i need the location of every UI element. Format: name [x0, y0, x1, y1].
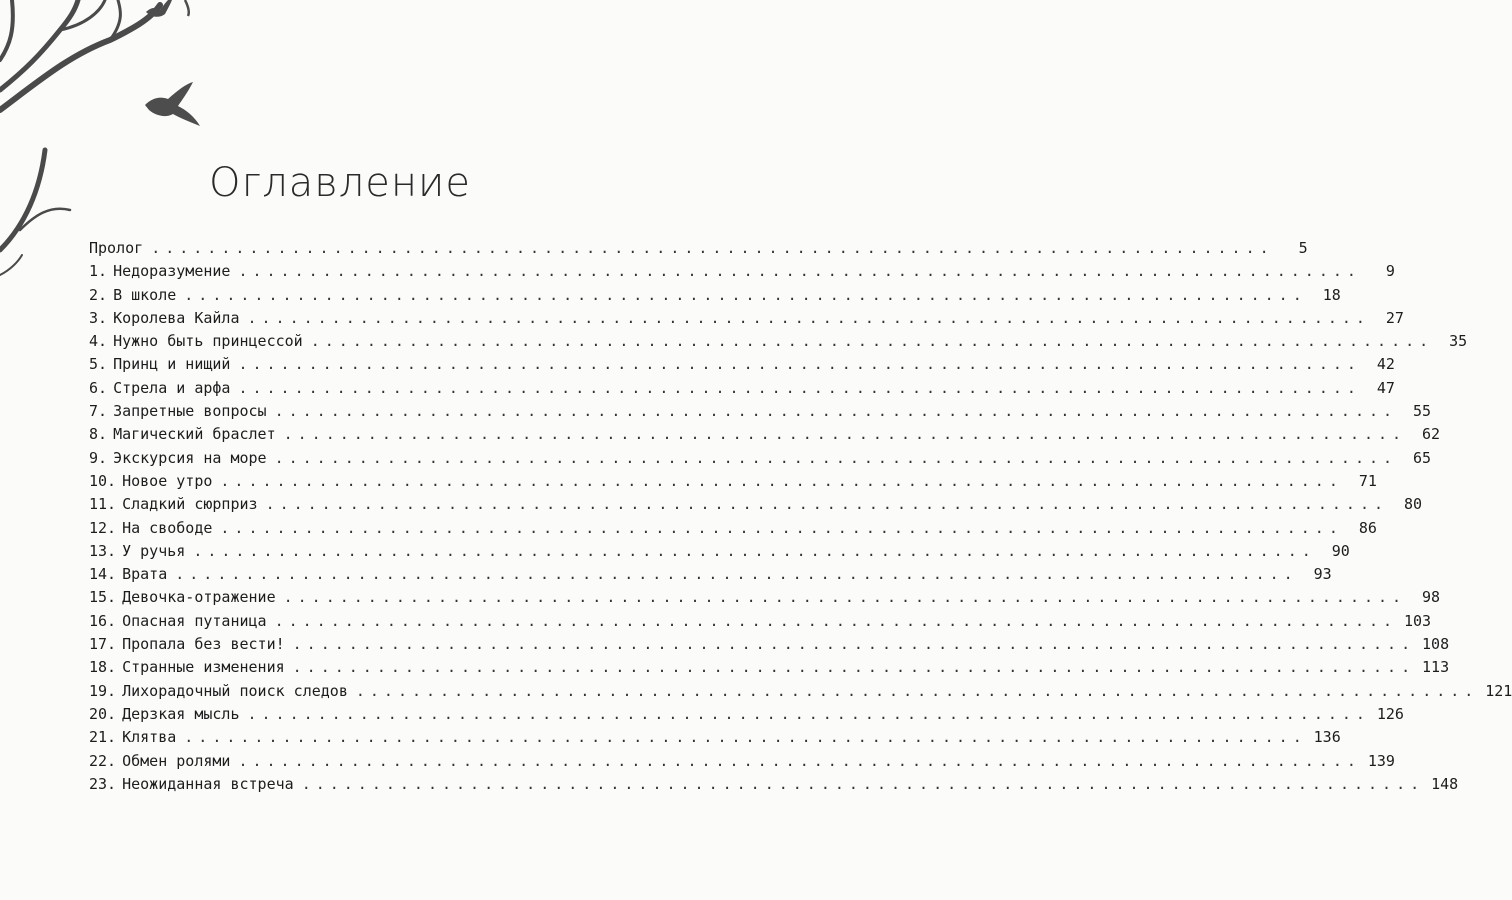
- chapter-title: Принц и нищий: [113, 355, 231, 374]
- dot-leader: ................................................................................: [151, 239, 1274, 257]
- page-number: 71: [1358, 471, 1377, 490]
- chapter-title: Опасная путаница: [122, 611, 267, 630]
- page-number: 103: [1403, 611, 1432, 630]
- chapter-title: Новое утро: [122, 471, 213, 490]
- chapter-number: 3.: [89, 308, 108, 327]
- chapter-title: Магический браслет: [113, 425, 276, 444]
- chapter-title: Сладкий сюрприз: [122, 495, 258, 514]
- chapter-number: 17.: [89, 635, 117, 654]
- chapter-title: Пролог: [89, 239, 144, 257]
- page-number: 108: [1422, 635, 1450, 654]
- chapter-title: Неожиданная встреча: [122, 774, 294, 793]
- chapter-number: 19.: [89, 681, 117, 700]
- chapter-title: Стрела и арфа: [113, 378, 231, 397]
- toc-entry: [89, 726, 1341, 749]
- dot-leader: ................................................................................: [238, 378, 1361, 397]
- chapter-title: Экскурсия на море: [113, 448, 267, 467]
- chapter-number: 2.: [89, 285, 108, 304]
- chapter-title: Обмен ролями: [122, 751, 231, 770]
- dot-leader: ................................................................................: [274, 402, 1398, 421]
- chapter-number: 1.: [89, 262, 108, 281]
- chapter-title: Дерзкая мысль: [122, 704, 240, 723]
- chapter-number: 16.: [89, 611, 117, 630]
- page-number: 148: [1431, 774, 1459, 793]
- dot-leader: ................................................................................: [283, 425, 1407, 444]
- toc-entry: [89, 633, 1450, 656]
- page-number: 126: [1376, 704, 1404, 723]
- chapter-title: Пропала без вести!: [122, 635, 285, 654]
- dot-leader: ................................................................................: [238, 355, 1361, 374]
- toc-entry: [89, 493, 1423, 516]
- page-number: 98: [1422, 588, 1441, 607]
- chapter-title: Странные изменения: [122, 658, 285, 677]
- chapter-number: 14.: [89, 565, 117, 584]
- toc-entry: [89, 680, 1512, 703]
- dot-leader: ................................................................................: [220, 518, 1343, 537]
- dot-leader: ................................................................................: [274, 611, 1398, 630]
- toc-entry: [89, 400, 1432, 423]
- page-number: 93: [1313, 565, 1332, 584]
- page-title: Оглавление: [209, 160, 471, 206]
- toc-entry: [89, 307, 1404, 330]
- dot-leader: ................................................................................: [274, 448, 1398, 467]
- chapter-title: Лихорадочный поиск следов: [122, 681, 348, 700]
- chapter-title: На свободе: [122, 518, 213, 537]
- chapter-number: 8.: [89, 425, 108, 444]
- chapter-title: Врата: [122, 565, 168, 584]
- dot-leader: ................................................................................: [184, 285, 1307, 304]
- toc-entry: [89, 563, 1332, 586]
- toc-entry: [89, 703, 1404, 726]
- dot-leader: ................................................................................: [238, 262, 1361, 281]
- chapter-title: Девочка-отражение: [122, 588, 276, 607]
- chapter-number: 23.: [89, 774, 117, 793]
- chapter-number: 22.: [89, 751, 117, 770]
- page-number: 113: [1422, 658, 1450, 677]
- dot-leader: ................................................................................: [247, 308, 1370, 327]
- chapter-number: 12.: [89, 518, 117, 537]
- page-number: 18: [1322, 285, 1341, 304]
- page-number: 80: [1403, 495, 1423, 514]
- table-of-contents: [89, 237, 1512, 796]
- bird-icon: [145, 82, 200, 126]
- page-number: 65: [1413, 448, 1432, 467]
- chapter-number: 10.: [89, 471, 117, 490]
- chapter-number: 7.: [89, 402, 108, 421]
- dot-leader: ................................................................................: [355, 681, 1479, 700]
- toc-entry: [89, 610, 1432, 633]
- page-number: 136: [1313, 728, 1341, 747]
- dot-leader: ................................................................................: [301, 774, 1425, 793]
- chapter-title: Королева Кайла: [113, 308, 240, 327]
- dot-leader: ................................................................................: [193, 541, 1316, 560]
- chapter-number: 20.: [89, 704, 117, 723]
- dot-leader: ................................................................................: [283, 588, 1407, 607]
- chapter-number: 13.: [89, 541, 117, 560]
- chapter-number: 9.: [89, 448, 108, 467]
- chapter-title: У ручья: [122, 541, 186, 560]
- dot-leader: ................................................................................: [238, 751, 1361, 770]
- dot-leader: ................................................................................: [265, 495, 1389, 514]
- toc-entry: [89, 377, 1395, 400]
- chapter-title: Клятва: [122, 728, 177, 747]
- toc-entry: [89, 284, 1341, 307]
- page-number: 27: [1385, 308, 1404, 327]
- toc-entry: [89, 330, 1468, 353]
- toc-entry: [89, 353, 1395, 376]
- chapter-number: 6.: [89, 378, 108, 397]
- page-number: 86: [1358, 518, 1377, 537]
- toc-entry: [89, 586, 1441, 609]
- toc-entry: [89, 540, 1350, 563]
- chapter-number: 5.: [89, 355, 108, 374]
- page-number: 55: [1413, 402, 1432, 421]
- chapter-number: 15.: [89, 588, 117, 607]
- dot-leader: ................................................................................: [175, 565, 1298, 584]
- chapter-title: В школе: [113, 285, 177, 304]
- chapter-title: Запретные вопросы: [113, 402, 267, 421]
- dot-leader: ................................................................................: [220, 471, 1343, 490]
- toc-entry: [89, 260, 1395, 283]
- page-number: 139: [1367, 751, 1395, 770]
- chapter-number: 11.: [89, 495, 117, 514]
- toc-entry: [89, 656, 1450, 679]
- page-number: 42: [1376, 355, 1395, 374]
- toc-entry: [89, 423, 1441, 446]
- page-number: 121: [1485, 681, 1512, 700]
- chapter-title: Нужно быть принцессой: [113, 332, 303, 351]
- toc-entry: [89, 773, 1459, 796]
- page-number: 35: [1449, 332, 1468, 351]
- page-number: 62: [1422, 425, 1441, 444]
- dot-leader: ................................................................................: [184, 728, 1307, 747]
- dot-leader: ................................................................................: [310, 332, 1434, 351]
- toc-entry: [89, 237, 1308, 260]
- dot-leader: ................................................................................: [292, 635, 1416, 654]
- toc-entry: [89, 750, 1395, 773]
- dot-leader: ................................................................................: [247, 704, 1370, 723]
- page-number: 5: [1298, 239, 1308, 257]
- page-number: 47: [1376, 378, 1395, 397]
- chapter-number: 4.: [89, 332, 108, 351]
- page-number: 90: [1331, 541, 1350, 560]
- chapter-number: 18.: [89, 658, 117, 677]
- dot-leader: ................................................................................: [292, 658, 1416, 677]
- toc-entry: [89, 470, 1377, 493]
- toc-entry: [89, 447, 1432, 470]
- chapter-number: 21.: [89, 728, 117, 747]
- toc-entry: [89, 517, 1377, 540]
- chapter-title: Недоразумение: [113, 262, 231, 281]
- page-number: 9: [1385, 262, 1395, 281]
